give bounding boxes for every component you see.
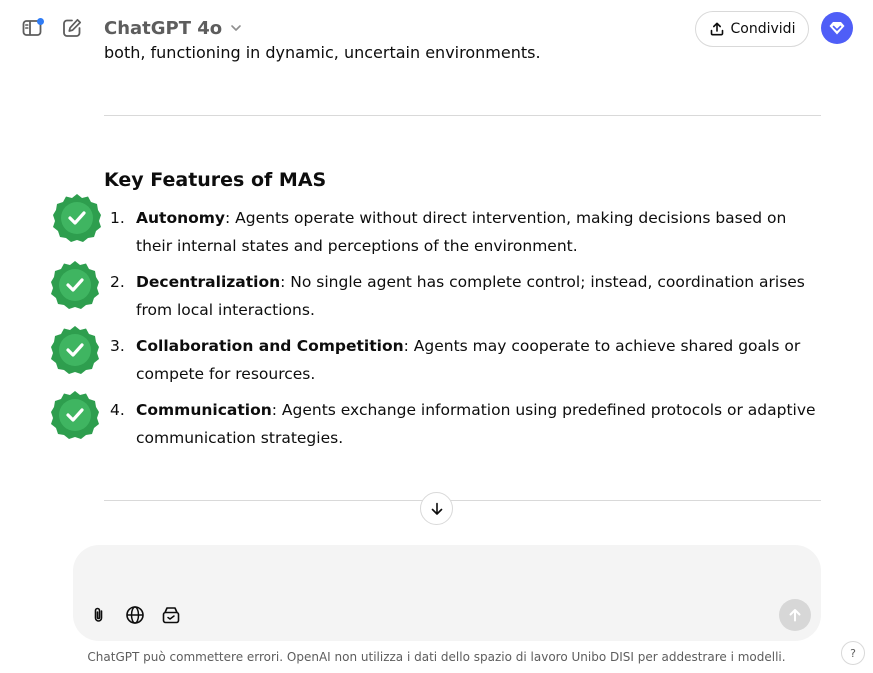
model-selector[interactable]	[104, 14, 242, 42]
share-label: Condividi	[730, 21, 796, 37]
check-badge-icon[interactable]	[50, 390, 100, 440]
globe-icon	[125, 605, 145, 625]
list-number: 1.	[110, 209, 125, 227]
arrow-down-icon	[429, 501, 445, 517]
new-chat-button[interactable]	[58, 14, 86, 42]
feature-term: Collaboration and Competition	[136, 337, 404, 355]
model-name: ChatGPT 4o	[104, 17, 223, 39]
share-icon	[709, 21, 725, 37]
check-badge-icon[interactable]	[50, 325, 100, 375]
check-badge-icon[interactable]	[50, 260, 100, 310]
avatar-icon	[828, 19, 846, 37]
help-button[interactable]: ?	[841, 641, 865, 665]
message-input[interactable]	[97, 559, 777, 583]
web-search-button[interactable]	[123, 603, 147, 627]
list-item	[104, 268, 821, 324]
list-number: 4.	[110, 401, 125, 419]
previous-message-text: both, functioning in dynamic, uncertain environments.	[104, 43, 541, 62]
divider	[104, 500, 821, 501]
list-item	[104, 332, 821, 388]
tools-button[interactable]	[159, 603, 183, 627]
top-bar	[0, 0, 873, 56]
feature-description: : Agents operate without direct intervention, making decisions based on their internal states and perceptions of the environment.	[136, 209, 787, 255]
divider	[104, 115, 821, 116]
list-number: 3.	[110, 337, 125, 355]
sidebar-toggle-button[interactable]	[18, 14, 46, 42]
feature-description: : Agents exchange information using predefined protocols or adaptive communication strategies.	[136, 401, 816, 447]
tools-icon	[161, 605, 181, 625]
feature-term: Communication	[136, 401, 272, 419]
scroll-to-bottom-button[interactable]	[420, 492, 453, 525]
new-chat-icon	[61, 17, 83, 39]
attach-button[interactable]	[87, 603, 111, 627]
feature-list	[104, 204, 821, 460]
feature-term: Decentralization	[136, 273, 281, 291]
feature-description: : Agents may cooperate to achieve shared goals or compete for resources.	[136, 337, 801, 383]
check-badge-icon[interactable]	[52, 193, 102, 243]
list-item	[104, 204, 821, 260]
message-composer	[73, 545, 821, 641]
feature-description: : No single agent has complete control; instead, coordination arises from local interactions.	[136, 273, 805, 319]
arrow-up-icon	[787, 607, 803, 623]
send-button[interactable]	[779, 599, 811, 631]
paperclip-icon	[89, 605, 109, 625]
disclaimer-text: ChatGPT può commettere errori. OpenAI non utilizza i dati dello spazio di lavoro Unibo DISI per addestrare i modelli.	[87, 650, 786, 664]
share-button[interactable]	[695, 11, 809, 47]
feature-term: Autonomy	[136, 209, 226, 227]
list-item	[104, 396, 821, 452]
chevron-down-icon	[230, 22, 242, 34]
list-number: 2.	[110, 273, 125, 291]
notification-dot	[37, 18, 44, 25]
avatar[interactable]	[821, 12, 853, 44]
section-heading: Key Features of MAS	[104, 169, 327, 191]
